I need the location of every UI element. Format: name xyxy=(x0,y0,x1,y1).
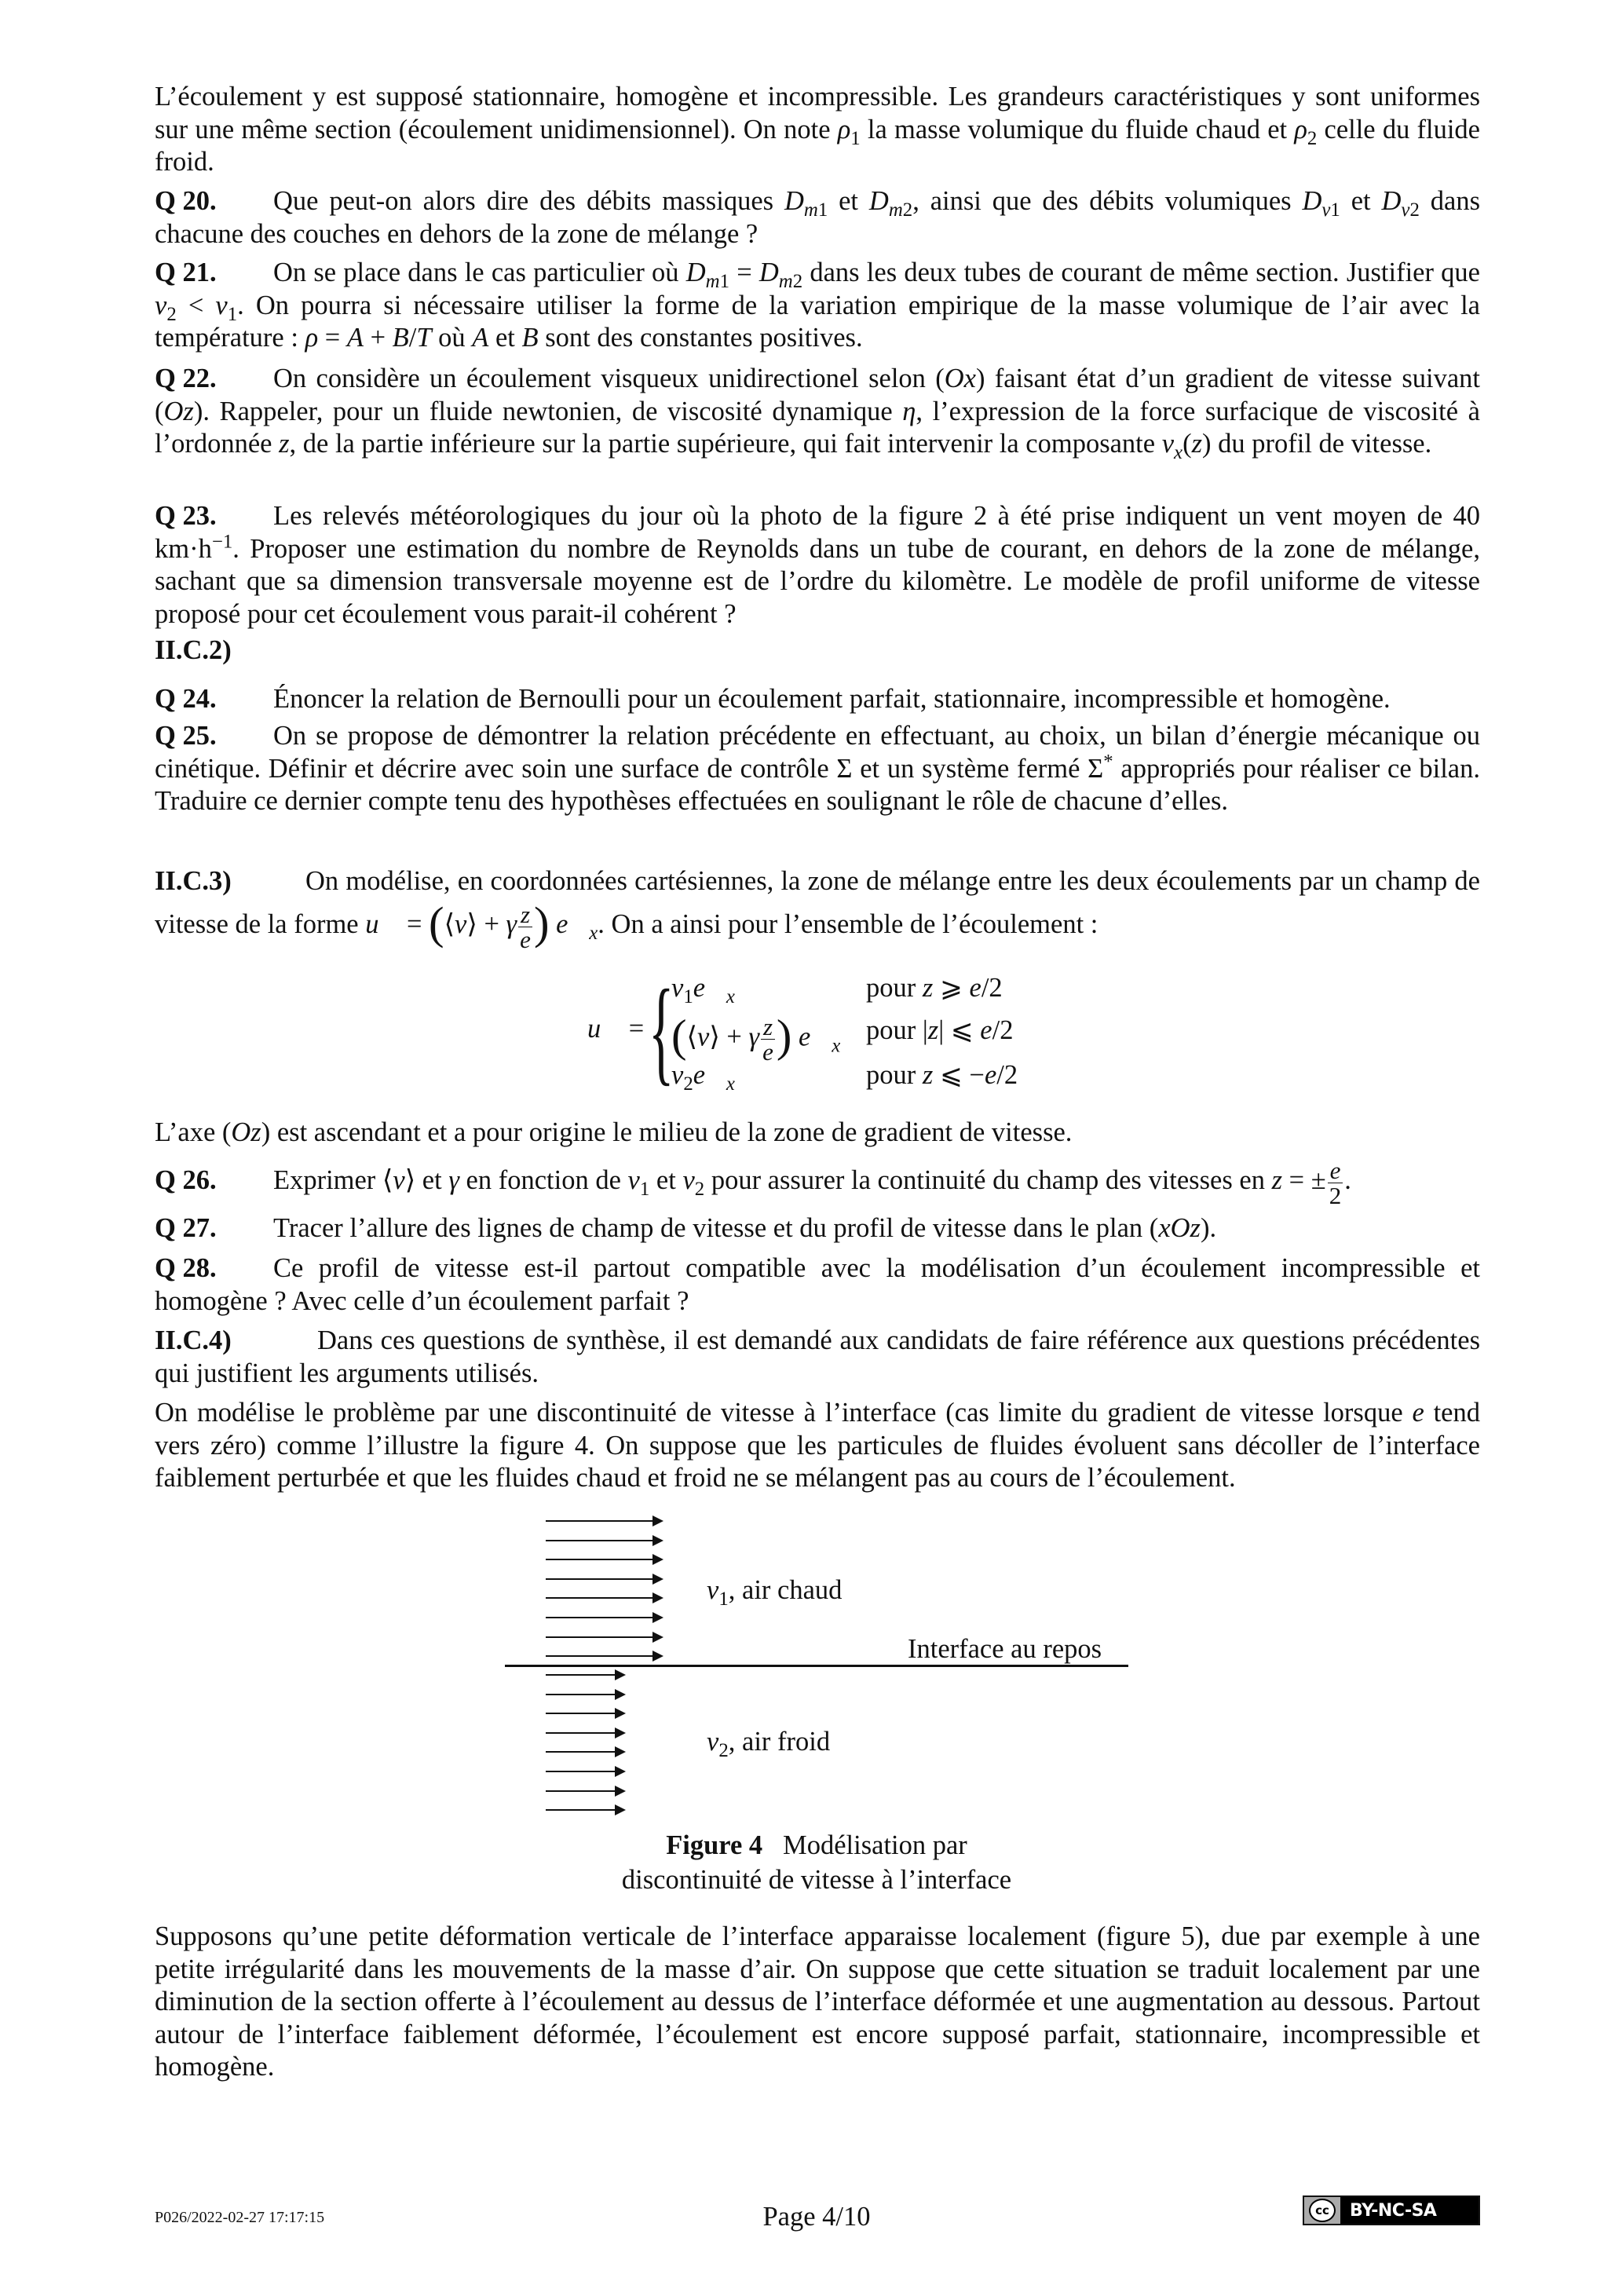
velocity-arrow xyxy=(546,1809,623,1811)
question-28 xyxy=(155,1252,1480,1318)
upper-flow-label: $v_1$, air chaud xyxy=(707,1575,843,1610)
question-text: On se propose de démontrer la relation précédente en effectuant, au choix, un bilan d’énergie mécanique ou cinétique. Définir et décrire avec soin une surface de contrôle Σ et un système fermé Σ* appropriés pour réaliser ce bilan. Traduire ce dernier compte tenu des hypothèses effectuées en soulignant le rôle de chacune d’elles. xyxy=(155,721,1480,817)
question-text: On considère un écoulement visqueux unidirectionel selon (Ox) faisant état d’un gradient de vitesse suivant (Oz). Rappeler, pour un fluide newtonien, de viscosité dynamique η, l’expression de la force surfacique de viscosité à l’ordonnée z, de la partie inférieure sur la partie supérieure, qui fait intervenir la composante $v_x(z)$ du profil de vitesse. xyxy=(155,364,1480,464)
velocity-arrow xyxy=(546,1751,623,1753)
question-label: Q 26. xyxy=(155,1165,217,1196)
interface-label: Interface au repos xyxy=(908,1634,1102,1664)
section-IIC4 xyxy=(155,1325,1480,1390)
velocity-arrow xyxy=(546,1674,623,1676)
intro-paragraph: L’écoulement y est supposé stationnaire, homogène et incompressible. Les grandeurs caractéristiques y sont uniformes sur une même section (écoulement unidimensionnel). On note $\rho_1$ la masse volumique du fluide chaud et $\rho_2$ celle du fluide froid. xyxy=(155,82,1480,177)
last-paragraph: Supposons qu’une petite déformation verticale de l’interface apparaisse localement (figure 5), due par exemple à une petite irrégularité dans les mouvements de la masse d’air. On suppose que cette situation se traduit localement par une diminution de la section offerte à l’écoulement au dessus de l’interface déformée et une augmentation au dessous. Partout autour de l’interface faiblement déformée, l’écoulement est encore supposé parfait, stationnaire, incompressible et homogène. xyxy=(155,1921,1480,2082)
page-number: Page 4/10 xyxy=(762,2202,871,2232)
question-text: Que peut-on alors dire des débits massiques $D_{m1}$ et $D_{m2}$, ainsi que des débits volumiques $D_{v1}$ et $D_{v2}$ dans chacune des couches en dehors de la zone de mélange ? xyxy=(155,186,1480,249)
system-row-2-cond: pour |z| ⩽ e/2 xyxy=(866,1015,1014,1045)
velocity-arrow xyxy=(546,1636,660,1638)
cc-icon: cc xyxy=(1309,2199,1336,2222)
question-20 xyxy=(155,185,1480,250)
question-text: Ce profil de vitesse est-il partout compatible avec la modélisation d’un écoulement incompressible et homogène ? Avec celle d’un écoulement parfait ? xyxy=(155,1253,1480,1316)
license-badge xyxy=(1303,2195,1480,2225)
velocity-arrow xyxy=(546,1578,660,1580)
axis-paragraph: L’axe (Oz) est ascendant et a pour origine le milieu de la zone de gradient de vitesse. xyxy=(155,1117,1073,1147)
system-row-1-expr: $v_1e⃗_x$ xyxy=(671,973,735,1007)
question-label: Q 20. xyxy=(155,186,217,216)
question-22 xyxy=(155,363,1480,464)
velocity-arrow xyxy=(546,1655,660,1657)
question-label: Q 21. xyxy=(155,258,217,287)
velocity-arrow xyxy=(546,1617,660,1618)
lower-flow-label: $v_2$, air froid xyxy=(707,1727,831,1761)
figure-caption-text: Modélisation par xyxy=(783,1830,967,1860)
question-label: Q 23. xyxy=(155,501,217,531)
system-row-1-cond: pour z ⩾ e/2 xyxy=(866,973,1003,1003)
model-paragraph: On modélise le problème par une discontinuité de vitesse à l’interface (cas limite du gradient de vitesse lorsque e tend vers zéro) comme l’illustre la figure 4. On suppose que les particules de fluides évoluent sans décoller de l’interface faiblement perturbée et que les fluides chaud et froid ne se mélangent pas au cours de l’écoulement. xyxy=(155,1398,1480,1493)
velocity-arrow xyxy=(546,1771,623,1772)
velocity-arrow xyxy=(546,1540,660,1541)
system-lhs: u⃗ = xyxy=(587,1014,645,1044)
question-text: Exprimer ⟨v⟩ et γ en fonction de $v_1$ et $v_2$ pour assurer la continuité du champ des vitesses en z = ± $\frac{e}{2}$ . xyxy=(273,1157,1351,1210)
license-text: BY-NC-SA xyxy=(1350,2200,1437,2221)
figure-caption-title: Figure 4 xyxy=(666,1830,763,1860)
velocity-arrow xyxy=(546,1790,623,1792)
question-label: Q 22. xyxy=(155,364,217,393)
section-text: Dans ces questions de synthèse, il est demandé aux candidats de faire référence aux questions précédentes qui justifient les arguments utilisés. xyxy=(155,1325,1480,1388)
question-label: Q 24. xyxy=(155,684,217,714)
question-label: Q 27. xyxy=(155,1213,217,1243)
question-label: Q 28. xyxy=(155,1253,217,1283)
section-label: II.C.3) xyxy=(155,866,232,896)
section-label: II.C.4) xyxy=(155,1325,232,1355)
left-brace-icon: { xyxy=(649,966,674,1096)
section-label: II.C.2) xyxy=(155,635,232,665)
footer-id: P026/2022-02-27 17:17:15 xyxy=(155,2209,325,2226)
section-IIC3 xyxy=(155,860,1480,952)
question-27 xyxy=(155,1212,1480,1245)
question-26 xyxy=(155,1158,1480,1208)
figure-caption-line-2: discontinuité de vitesse à l’interface xyxy=(621,1865,1012,1895)
question-text: On se place dans le cas particulier où $D_{m1} = D_{m2}$ dans les deux tubes de courant de même section. Justifier que $v_2 < v_1$. On pourra si nécessaire utiliser la forme de la variation empirique de la masse volumique de l’air avec la température : ρ = A + B/T où A et B sont des constantes positives. xyxy=(155,258,1480,353)
question-text: Énoncer la relation de Bernoulli pour un écoulement parfait, stationnaire, incompressible et homogène. xyxy=(273,684,1391,714)
system-row-2-expr: (⟨v⟩ + γ $\frac{z}{e}$ ) $e⃗_x$ xyxy=(671,1010,841,1066)
system-row-3-expr: $v_2e⃗_x$ xyxy=(671,1060,735,1095)
question-25 xyxy=(155,720,1480,818)
velocity-arrow xyxy=(546,1732,623,1734)
velocity-arrow xyxy=(546,1559,660,1560)
velocity-arrow xyxy=(546,1597,660,1599)
section-IIC2 xyxy=(155,634,1480,667)
section-text: On modélise, en coordonnées cartésiennes, la zone de mélange entre les deux écoulements par un champ de vitesse de la forme u⃗ = (⟨v⟩ + γ $\frac{z}{e}$ ) $e⃗_x$. On a ainsi pour l’ensemble de l’écoulement : xyxy=(155,866,1480,954)
question-text: Tracer l’allure des lignes de champ de vitesse et du profil de vitesse dans le plan (xOz). xyxy=(273,1213,1217,1243)
system-row-3-cond: pour z ⩽ −e/2 xyxy=(866,1060,1018,1090)
figure-caption-line-1 xyxy=(0,1830,1623,1863)
velocity-arrow xyxy=(546,1694,623,1695)
question-label: Q 25. xyxy=(155,721,217,751)
question-text: Les relevés météorologiques du jour où la photo de la figure 2 à été prise indiquent un vent moyen de 40 $km\cdot h^{-1}$. Proposer une estimation du nombre de Reynolds dans un tube de courant, en dehors de la zone de mélange, sachant que sa dimension transversale moyenne est de l’ordre du kilomètre. Le modèle de profil uniforme de vitesse proposé pour cet écoulement vous parait-il cohérent ? xyxy=(155,501,1480,629)
velocity-arrow xyxy=(546,1713,623,1714)
question-24 xyxy=(155,683,1480,716)
question-23 xyxy=(155,500,1480,631)
velocity-arrow xyxy=(546,1520,660,1522)
question-21 xyxy=(155,257,1480,355)
